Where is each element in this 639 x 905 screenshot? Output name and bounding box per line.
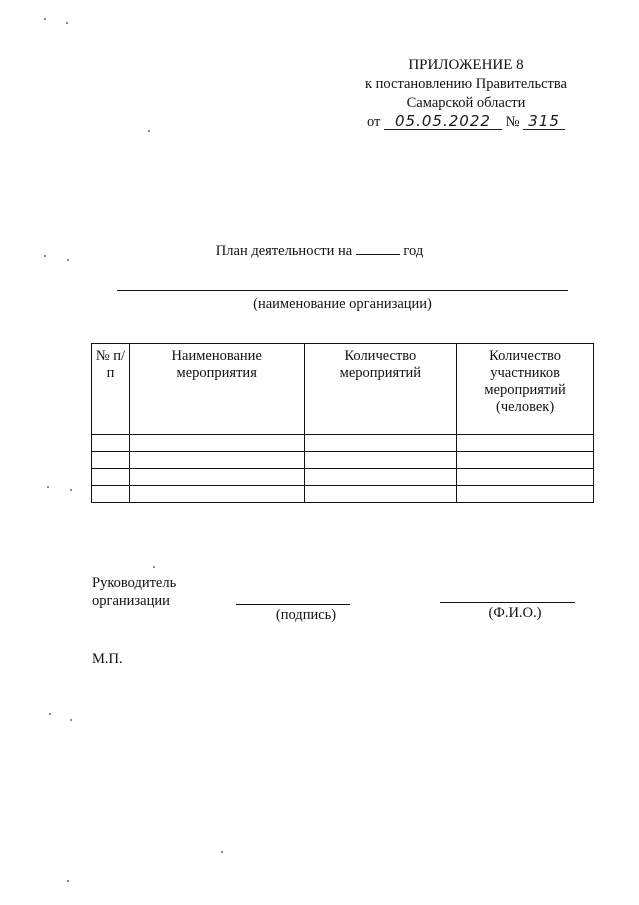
plan-title (0, 242, 639, 260)
scan-speck (148, 130, 150, 132)
plan-title-prefix: План деятельности на (215, 243, 353, 259)
scan-speck (67, 259, 69, 261)
table-cell (129, 435, 304, 452)
header-number: № п/п (92, 344, 130, 435)
decree-reference: к постановлению Правительства (365, 76, 567, 92)
table-header-row (92, 344, 594, 435)
stamp-place-label: М.П. (92, 651, 123, 667)
plan-title-suffix: год (403, 243, 424, 259)
table-cell (129, 452, 304, 469)
scan-speck (66, 22, 68, 24)
table-cell (457, 435, 594, 452)
appendix-title: ПРИЛОЖЕНИЕ 8 (408, 57, 524, 73)
table-cell (304, 486, 457, 503)
table-cell (457, 452, 594, 469)
decree-date-line (351, 113, 581, 132)
table-cell (92, 435, 130, 452)
table-cell (92, 452, 130, 469)
plan-table (91, 343, 594, 503)
handwritten-date: 05.05.2022 (384, 114, 502, 130)
table-cell (304, 452, 457, 469)
handwritten-number: 315 (523, 114, 565, 130)
table-cell (92, 486, 130, 503)
table-row (92, 486, 594, 503)
table-row (92, 469, 594, 486)
organization-blank-line (117, 290, 568, 291)
appendix-header (351, 56, 581, 132)
scan-speck (44, 18, 46, 20)
scan-speck (70, 719, 72, 721)
scan-speck (67, 880, 69, 882)
scan-speck (221, 851, 223, 853)
table-row (92, 435, 594, 452)
scan-speck (47, 486, 49, 488)
signatory-role-line1: Руководитель (92, 575, 177, 591)
signatory-role-line2: организации (92, 593, 170, 609)
scan-speck (49, 713, 51, 715)
table-cell (129, 469, 304, 486)
year-blank-line (356, 242, 400, 255)
scan-speck (153, 566, 155, 568)
header-participant-count: Количество участников мероприятий (человек) (457, 344, 594, 435)
name-blank-line (440, 602, 575, 603)
table-cell (92, 469, 130, 486)
signature-blank-line (236, 604, 350, 605)
scan-speck (70, 489, 72, 491)
header-event-name: Наименование мероприятия (129, 344, 304, 435)
scan-speck (44, 255, 46, 257)
signature-caption: (подпись) (275, 607, 337, 623)
header-event-count: Количество мероприятий (304, 344, 457, 435)
table-cell (129, 486, 304, 503)
region-name: Самарской области (406, 95, 526, 111)
table-cell (457, 469, 594, 486)
signatory-role (92, 574, 176, 610)
organization-caption: (наименование организации) (253, 296, 432, 312)
table-cell (457, 486, 594, 503)
date-prefix: от (366, 114, 381, 130)
name-caption: (Ф.И.О.) (488, 605, 542, 621)
table-row (92, 452, 594, 469)
number-prefix: № (505, 114, 520, 130)
table-cell (304, 435, 457, 452)
table-cell (304, 469, 457, 486)
